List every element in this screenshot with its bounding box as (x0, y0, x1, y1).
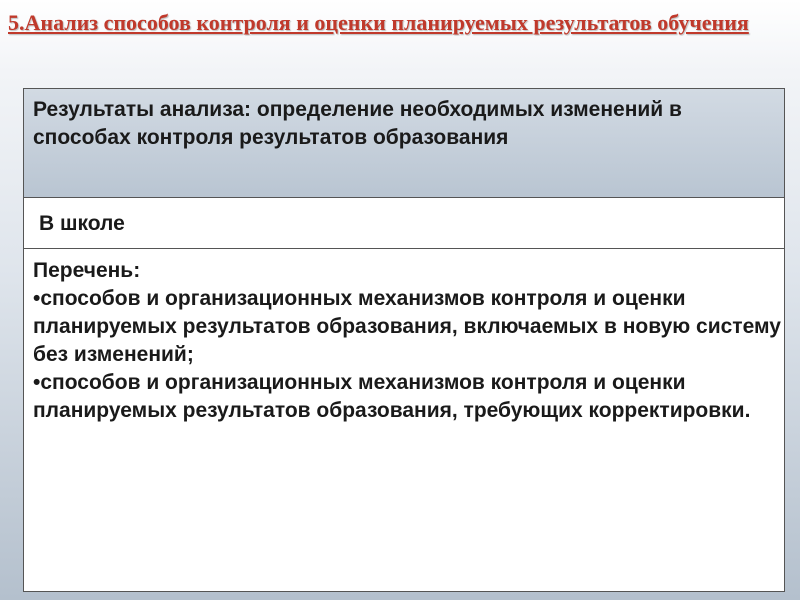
table-row-school (24, 198, 784, 249)
table-header-text: Результаты анализа: определение необходимых изменений в способах контроля результатов образования (33, 98, 682, 149)
slide-title: 5.Анализ способов контроля и оценки планируемых результатов обучения (8, 10, 749, 35)
list-intro: Перечень: (33, 259, 141, 282)
school-label: В школе (39, 212, 125, 235)
analysis-table (23, 88, 785, 592)
list-item: •способов и организационных механизмов контроля и оценки планируемых результатов образования, требующих корректировки. (33, 371, 751, 422)
table-row-list (24, 249, 784, 591)
list-cell (24, 249, 784, 425)
list-item: •способов и организационных механизмов контроля и оценки планируемых результатов образования, включаемых в новую систему без изменений; (33, 287, 781, 366)
table-header-row (24, 89, 784, 198)
